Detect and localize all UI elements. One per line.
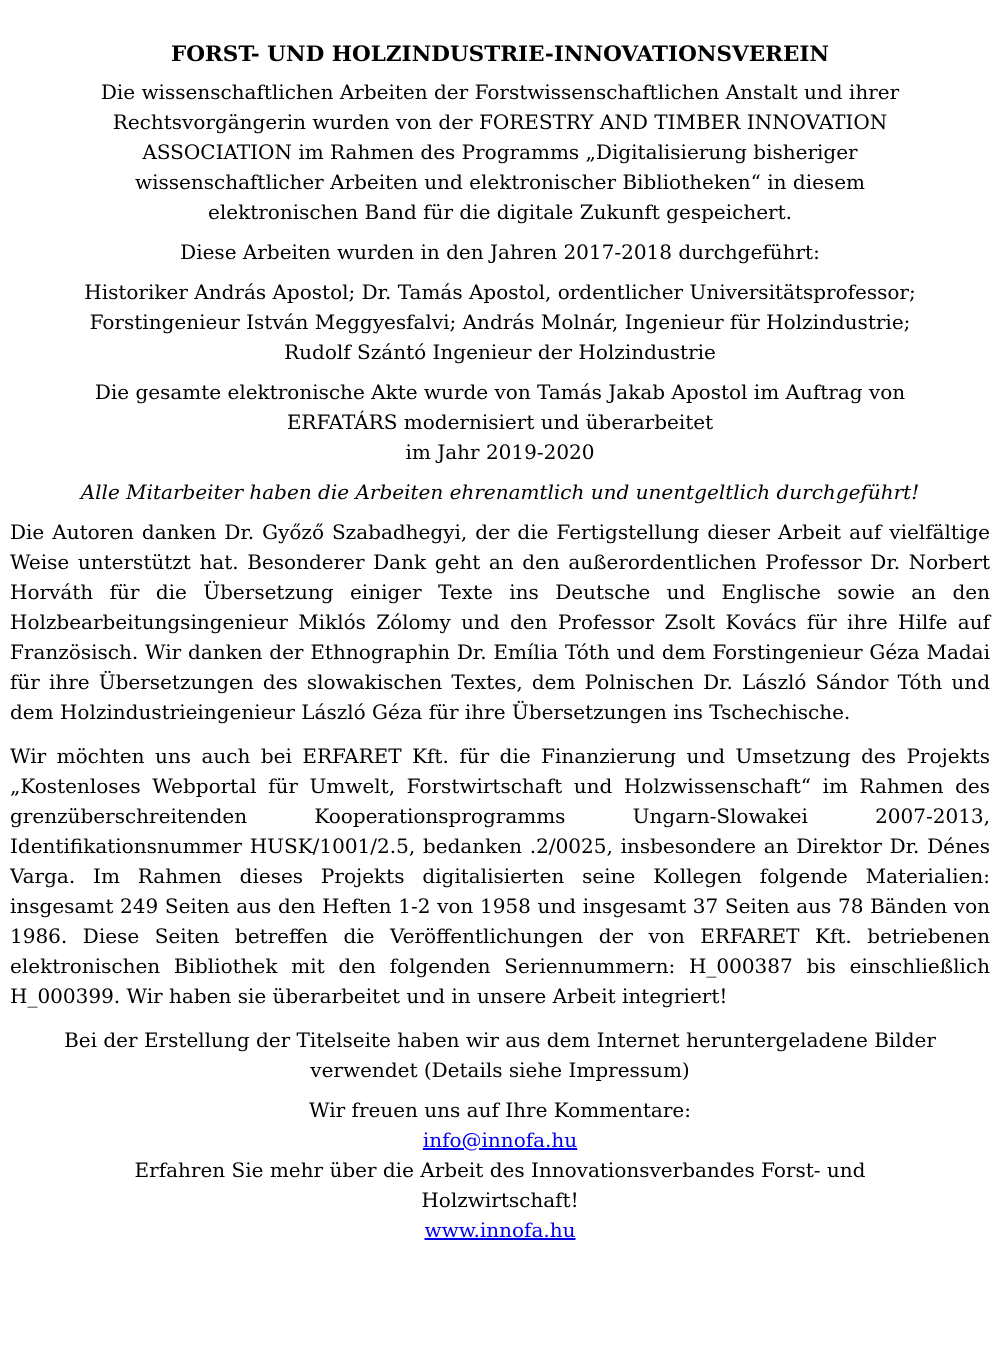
contributors-line: Forstingenieur István Meggyesfalvi; András Molnár, Ingenieur für Holzindustrie; [89,310,911,334]
modernization-line: ERFATÁRS modernisiert und überarbeitet [286,410,714,434]
intro-line: ASSOCIATION im Rahmen des Programms „Digitalisierung bisheriger [142,140,858,164]
cover-line: Bei der Erstellung der Titelseite haben wir aus dem Internet heruntergeladene Bilder [64,1028,936,1052]
website-link[interactable]: www.innofa.hu [424,1218,576,1242]
volunteer-note: Alle Mitarbeiter haben die Arbeiten ehrenamtlich und unentgeltlich durchgeführt! [80,480,920,504]
erfaret-paragraph: Wir möchten uns auch bei ERFARET Kft. für die Finanzierung und Umsetzung des Projekts „Kostenloses Webportal für Umwelt, Forstwirtschaft und Holzwissenschaft“ im Rahmen des grenzüberschreitenden Kooperationsprogramms Ungarn-Slowakei 2007-2013, Identifikationsnummer HUSK/1001/2.5, bedanken .2/0025, insbesondere an Direktor Dr. Dénes Varga. Im Rahmen dieses Projekts digitalisierten seine Kollegen folgende Materialien: insgesamt 249 Seiten aus den Heften 1-2 von 1958 und insgesamt 37 Seiten aus 78 Bänden von 1986. Diese Seiten betreffen die Veröffentlichungen der von ERFARET Kft. betriebenen elektronischen Bibliothek mit den folgenden Seriennummern: H_000387 bis einschließlich H_000399. Wir haben sie überarbeitet und in unsere Arbeit integriert! [10,744,990,1008]
modernization-line: Die gesamte elektronische Akte wurde von Tamás Jakab Apostol im Auftrag von [94,380,906,404]
email-line [10,1125,990,1155]
page-title: FORST- UND HOLZINDUSTRIE-INNOVATIONSVEREIN [170,42,830,67]
cover-paragraph [10,1025,990,1085]
intro-line: Rechtsvorgängerin wurden von der FORESTRY AND TIMBER INNOVATION [112,110,888,134]
intro-paragraph [10,77,990,227]
contributors-line: Historiker András Apostol; Dr. Tamás Apostol, ordentlicher Universitätsprofessor; [84,280,916,304]
cover-line: verwendet (Details siehe Impressum) [310,1058,690,1082]
contributors-line: Rudolf Szántó Ingenieur der Holzindustrie [284,340,716,364]
contributors-paragraph [10,277,990,367]
years-line: Diese Arbeiten wurden in den Jahren 2017-2018 durchgeführt: [180,240,820,264]
thanks-paragraph: Die Autoren danken Dr. Győző Szabadhegyi, der die Fertigstellung dieser Arbeit auf vielfältige Weise unterstützt hat. Besonderer Dank geht an den außerordentlichen Professor Dr. Norbert Horváth für die Übersetzung einiger Texte ins Deutsche und Englische sowie an den Holzbearbeitungsingenieur Miklós Zólomy und den Professor Zsolt Kovács für ihre Hilfe auf Französisch. Wir danken der Ethnographin Dr. Emília Tóth und dem Forstingenieur Géza Madai für ihre Übersetzungen des slowakischen Textes, dem Polnischen Dr. László Sándor Tóth und dem Holzindustrieingenieur László Géza für ihre Übersetzungen ins Tschechische. [10,520,990,724]
contact-paragraph [10,1095,990,1245]
intro-line: wissenschaftlicher Arbeiten und elektronischer Bibliotheken“ in diesem [134,170,865,194]
email-link[interactable]: info@innofa.hu [422,1128,578,1152]
intro-line: Die wissenschaftlichen Arbeiten der Forstwissenschaftlichen Anstalt und ihrer [100,80,900,104]
intro-line: elektronischen Band für die digitale Zukunft gespeichert. [208,200,792,224]
modernization-line: im Jahr 2019-2020 [405,440,595,464]
more-info-line: Erfahren Sie mehr über die Arbeit des Innovationsverbandes Forst- und [134,1158,866,1182]
comments-line: Wir freuen uns auf Ihre Kommentare: [309,1098,691,1122]
more-info-line: Holzwirtschaft! [421,1188,579,1212]
website-line [10,1215,990,1245]
modernization-paragraph [10,377,990,467]
